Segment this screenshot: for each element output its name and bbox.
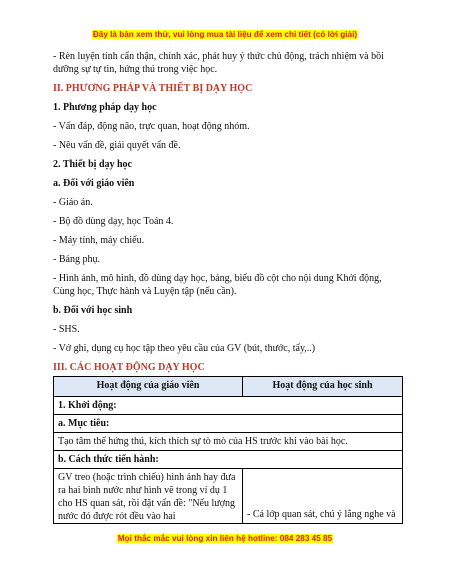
table-row <box>54 433 403 451</box>
col-header-student: Hoạt động của học sinh <box>243 377 403 397</box>
col-header-teacher: Hoạt động của giáo viên <box>54 377 243 397</box>
table-row <box>54 451 403 469</box>
method-item: - Nêu vấn đề, giải quyết vấn đề. <box>53 140 181 151</box>
intro-paragraph: - Rèn luyện tính cẩn thận, chính xác, phát huy ý thức chủ động, trách nhiệm và bồi dưỡng sự tự tin, hứng thú trong việc học. <box>53 51 384 75</box>
table-row <box>54 469 403 524</box>
table-row <box>54 397 403 415</box>
table-header-row <box>54 377 403 397</box>
student-item: - SHS. <box>53 324 80 335</box>
student-activity-text: - Cả lớp quan sát, chú ý lắng nghe và <box>247 509 396 520</box>
section-3-title: III. CÁC HOẠT ĐỘNG DẠY HỌC <box>53 362 205 373</box>
student-item: - Vở ghi, dụng cụ học tập theo yêu cầu của GV (bút, thước, tẩy,..) <box>53 343 316 354</box>
section-2-title: II. PHƯƠNG PHÁP VÀ THIẾT BỊ DẠY HỌC <box>53 83 253 94</box>
activities-table <box>53 376 403 524</box>
teacher-item: - Bộ đồ dùng dạy, học Toán 4. <box>53 216 174 227</box>
student-activity-cell <box>243 469 403 524</box>
teacher-item: - Hình ảnh, mô hình, đồ dùng dạy học, bảng, biểu đồ cột cho nội dung Khởi động, Cùng học, Thực hành và Luyện tập (nếu cần). <box>53 273 382 297</box>
teacher-activity-text: GV treo (hoặc trình chiếu) hình ảnh hay đưa ra hai bình nước như hình vẽ trong ví dụ 1 cho HS quan sát, rồi đặt vấn đề: "Nếu lượng nước đó được rót đều vào hai <box>58 472 236 521</box>
contact-banner: Mọi thắc mắc vui lòng xin liên hệ hotline: 084 283 45 85 <box>117 534 333 543</box>
teacher-heading: a. Đối với giáo viên <box>53 178 135 189</box>
table-row <box>54 415 403 433</box>
teacher-item: - Máy tính, máy chiếu. <box>53 235 145 246</box>
methods-heading: 1. Phương pháp dạy học <box>53 102 157 113</box>
goal-label: a. Mục tiêu: <box>54 415 403 433</box>
equipment-heading: 2. Thiết bị dạy học <box>53 159 132 170</box>
student-heading: b. Đối với học sinh <box>53 305 133 316</box>
method-label: b. Cách thức tiến hành: <box>54 451 403 469</box>
goal-text: Tạo tâm thế hứng thú, kích thích sự tò mò của HS trước khi vào bài học. <box>54 433 403 451</box>
method-item: - Vấn đáp, động não, trực quan, hoạt động nhóm. <box>53 121 250 132</box>
document-body <box>53 50 403 524</box>
warmup-heading: 1. Khởi động: <box>54 397 403 415</box>
preview-banner: Đây là bản xem thử, vui lòng mua tài liệu để xem chi tiết (có lời giải) <box>92 30 358 39</box>
teacher-activity-cell <box>54 469 243 524</box>
teacher-item: - Bảng phụ. <box>53 254 100 265</box>
teacher-item: - Giáo án. <box>53 197 93 208</box>
